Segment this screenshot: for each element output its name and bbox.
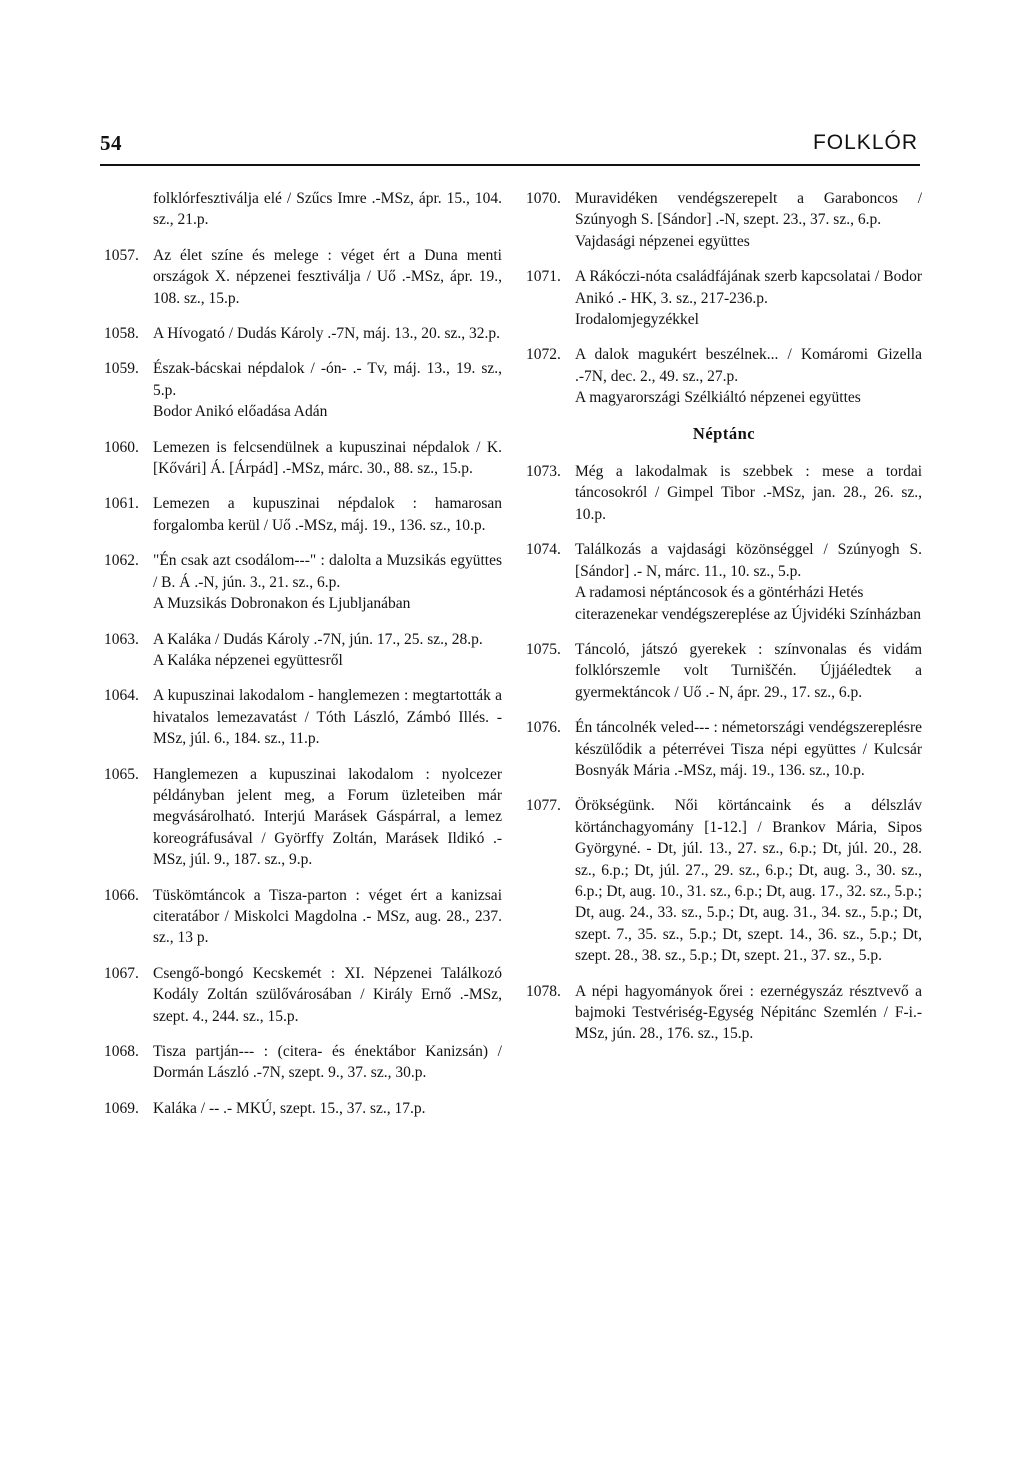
entry-citation: Még a lakodalmak is szebbek : mese a tordai táncosokról / Gimpel Tibor .-MSz, jan. 28., 26. sz., 10.p. [575, 463, 922, 523]
entry-number: 1072. [526, 346, 561, 364]
bibliography-entry [104, 493, 502, 536]
entry-citation: A kupuszinai lakodalom - hanglemezen : megtartották a hivatalos lemezavatást / Tóth László, Zámbó Illés. - MSz, júl. 6., 184. sz., 11.p. [153, 687, 502, 748]
entry-number: 1057. [104, 246, 139, 264]
entry-number: 1075. [526, 640, 561, 658]
entry-number: 1058. [104, 325, 139, 343]
bibliography-entry [104, 764, 502, 871]
entry-annotation: A magyarországi Szélkiáltó népzenei együttes [575, 389, 861, 407]
bibliography-entry [104, 963, 502, 1027]
entry-citation: Találkozás a vajdasági közönséggel / Szúnyogh S. [Sándor] .- N, márc. 11., 10. sz., 5.p. [575, 541, 922, 580]
entry-number: 1070. [526, 190, 561, 207]
bibliography-entry [104, 550, 502, 614]
running-title: FOLKLÓR [812, 131, 918, 154]
entry-citation: A népi hagyományok őrei : ezernégyszáz résztvevő a bajmoki Testvériség-Egység Népitánc Szemlén / F-i.-MSz, jún. 28., 176. sz., 15.p. [575, 982, 922, 1043]
entry-number: 1062. [104, 552, 139, 570]
header-rule [100, 164, 920, 166]
entry-citation: Muravidéken vendégszerepelt a Garaboncos / Szúnyogh S. [Sándor] .-N, szept. 23., 37. sz., 6.p. [575, 190, 922, 229]
entry-annotation: A radamosi néptáncosok és a göntérházi Hetés citerazenekar vendégszereplése az Újvidéki Színházban [575, 584, 921, 623]
entry-number: 1064. [104, 687, 139, 705]
entry-citation: A dalok magukért beszélnek... / Komáromi Gizella .-7N, dec. 2., 49. sz., 27.p. [575, 346, 922, 385]
entry-citation: Kaláka / -- .- MKÚ, szept. 15., 37. sz., 17.p. [153, 1099, 426, 1117]
entry-citation: Örökségünk. Női körtáncaink és a délszláv körtánchagyomány [1-12.] / Brankov Mária, Sipos Györgyné. - Dt, júl. 13., 27. sz., 6.p.; Dt, júl. 20., 28. sz., 6.p.; Dt, júl. 27., 29. sz., 6.p.; Dt, aug. 3., 30. sz., 6.p.; Dt, aug. 10., 31. sz., 6.p.; Dt, aug. 17., 32. sz., 5.p.; Dt, aug. 24., 33. sz., 5.p.; Dt, aug. 31., 34. sz., 5.p.; Dt, szept. 7., 35. sz., 5.p.; Dt, szept. 14., 36. sz., 5.p.; Dt, szept. 28., 38. sz., 5.p.; Dt, szept. 21., 37. sz., 5.p. [575, 797, 923, 965]
continued-entry: folklórfesztiválja elé / Szűcs Imre .-MSz, ápr. 15., 104. sz., 21.p. [153, 190, 502, 229]
bibliography-entry [526, 639, 922, 703]
left-entry-list [104, 245, 502, 1119]
entry-annotation: A Kaláka népzenei együttesről [153, 651, 343, 669]
entry-citation: Tisza partján--- : (citera- és énektábor Kanizsán) / Dormán László .-7N, szept. 9., 37. sz., 30.p. [153, 1043, 502, 1082]
entry-number: 1077. [526, 797, 561, 815]
right-column [526, 188, 922, 1059]
entry-citation: Lemezen a kupuszinai népdalok : hamarosan forgalomba kerül / Uő .-MSz, máj. 19., 136. sz., 10.p. [153, 495, 502, 534]
entry-number: 1071. [526, 268, 561, 286]
bibliography-entry [104, 629, 502, 672]
entry-number: 1060. [104, 438, 139, 456]
entry-citation: Csengő-bongó Kecskemét : XI. Népzenei Találkozó Kodály Zoltán szülővárosában / Király Ernő .-MSz, szept. 4., 244. sz., 15.p. [153, 964, 502, 1025]
left-column [104, 188, 502, 1133]
page-number: 54 [100, 131, 122, 155]
entry-number: 1066. [104, 886, 139, 904]
entry-number: 1073. [526, 463, 561, 481]
entry-number: 1068. [104, 1043, 139, 1060]
right-entry-list-folk [526, 188, 922, 409]
entry-number: 1078. [526, 982, 561, 1000]
entry-annotation: A Muzsikás Dobronakon és Ljubljanában [153, 595, 411, 613]
entry-number: 1067. [104, 964, 139, 982]
entry-citation: Észak-bácskai népdalok / -ón- .- Tv, máj. 13., 19. sz., 5.p. [153, 360, 502, 399]
bibliography-entry [526, 461, 922, 525]
bibliography-entry [104, 1041, 502, 1084]
entry-number: 1063. [104, 630, 139, 648]
entry-citation: Én táncolnék veled--- : németországi vendégszereplésre készülődik a péterrévei Tisza népi együttes / Kulcsár Bosnyák Mária .-MSz, máj. 19., 136. sz., 10.p. [575, 719, 922, 779]
bibliography-entry [104, 1098, 502, 1119]
entry-annotation: Bodor Anikó előadása Adán [153, 403, 328, 421]
entry-annotation: Irodalomjegyzékkel [575, 311, 699, 329]
bibliography-entry [104, 323, 502, 344]
entry-citation: Tüskömtáncok a Tisza-parton : véget ért a kanizsai citeratábor / Miskolci Magdolna .- MSz, aug. 28., 237. sz., 13 p. [153, 886, 502, 947]
bibliography-entry [526, 795, 922, 966]
entry-citation: "Én csak azt csodálom---" : dalolta a Muzsikás együttes / B. Á .-N, jún. 3., 21. sz., 6.p. [153, 552, 502, 591]
entry-citation: A Rákóczi-nóta családfájának szerb kapcsolatai / Bodor Anikó .- HK, 3. sz., 217-236.p. [575, 268, 922, 307]
entry-number: 1065. [104, 765, 139, 783]
page-header [100, 131, 920, 161]
entry-citation: Táncoló, játszó gyerekek : színvonalas és vidám folklórszemle volt Turniščén. Újjáéledtek a gyermektáncok / Uő .- N, ápr. 29., 17. sz., 6.p. [575, 640, 922, 701]
entry-number: 1061. [104, 495, 139, 513]
bibliography-entry [104, 245, 502, 309]
entry-number: 1074. [526, 541, 561, 559]
bibliography-entry [104, 437, 502, 480]
entry-number: 1076. [526, 719, 561, 737]
bibliography-entry [526, 717, 922, 781]
section-heading: Néptánc [692, 423, 756, 443]
bibliography-entry [526, 266, 922, 330]
entry-citation: Hanglemezen a kupuszinai lakodalom : nyolcezer példányban jelent meg, a Forum üzleteiben már megvásárolható. Interjú Marásek Gáspárral, a lemez koreográfusával / Györffy Zoltán, Marásek Ildikó .-MSz, júl. 9., 187. sz., 9.p. [153, 765, 502, 869]
bibliography-entry [104, 358, 502, 422]
entry-citation: Lemezen is felcsendülnek a kupuszinai népdalok / K. [Kővári] Á. [Árpád] .-MSz, márc. 30., 88. sz., 15.p. [153, 438, 502, 478]
bibliography-entry [104, 685, 502, 749]
entry-annotation: Vajdasági népzenei együttes [575, 232, 750, 250]
bibliography-entry [526, 344, 922, 408]
bibliography-entry [526, 188, 922, 252]
entry-citation: A Kaláka / Dudás Károly .-7N, jún. 17., 25. sz., 28.p. [153, 630, 483, 648]
bibliography-entry [526, 539, 922, 625]
bibliography-entry [104, 885, 502, 949]
entry-citation: A Hívogató / Dudás Károly .-7N, máj. 13., 20. sz., 32.p. [153, 325, 500, 343]
entry-number: 1069. [104, 1099, 139, 1117]
entry-number: 1059. [104, 360, 139, 378]
entry-citation: Az élet színe és melege : véget ért a Duna menti országok X. népzenei fesztiválja / Uő .-MSz, ápr. 19., 108. sz., 15.p. [153, 246, 502, 307]
bibliography-entry [526, 981, 922, 1045]
right-entry-list-dance [526, 461, 922, 1045]
